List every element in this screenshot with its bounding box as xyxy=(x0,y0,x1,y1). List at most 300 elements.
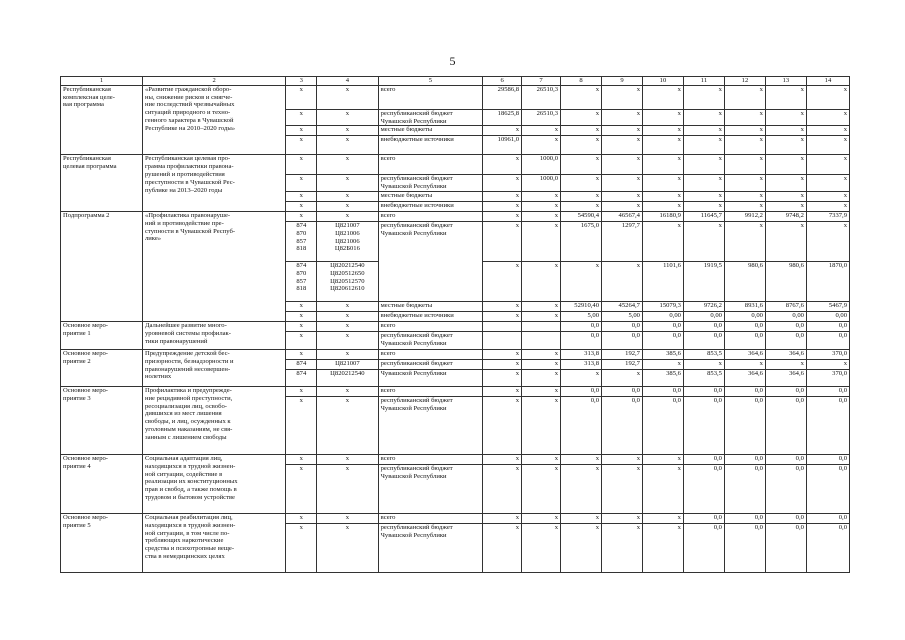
table-cell: x xyxy=(286,331,317,349)
value-cell: 853,5 xyxy=(683,349,724,359)
value-cell: 0,0 xyxy=(765,523,806,572)
table-cell: x xyxy=(317,191,378,201)
value-cell: 11645,7 xyxy=(683,211,724,221)
table-cell: x xyxy=(286,155,317,175)
value-cell: x xyxy=(483,301,522,311)
value-cell: x xyxy=(483,221,522,261)
value-cell: x xyxy=(602,136,643,155)
table-cell: x xyxy=(317,85,378,109)
value-cell: 8931,6 xyxy=(724,301,765,311)
value-cell: x xyxy=(561,109,602,126)
value-cell: x xyxy=(806,136,849,155)
table-cell: x xyxy=(286,386,317,396)
value-cell: 192,7 xyxy=(602,359,643,369)
table-cell: x xyxy=(286,513,317,523)
value-cell: x xyxy=(522,221,561,261)
value-cell: 0,0 xyxy=(806,396,849,454)
value-cell: 0,0 xyxy=(806,331,849,349)
value-cell xyxy=(522,331,561,349)
header-row xyxy=(61,77,850,86)
value-cell: x xyxy=(806,155,849,175)
value-cell: x xyxy=(642,464,683,513)
value-cell: 0,0 xyxy=(602,321,643,331)
value-cell: 1000,0 xyxy=(522,155,561,175)
table-cell: x xyxy=(286,321,317,331)
value-cell: 0,0 xyxy=(561,321,602,331)
value-cell: x xyxy=(522,523,561,572)
table-cell: x xyxy=(286,301,317,311)
value-cell: x xyxy=(806,175,849,192)
header-cell: 1 xyxy=(61,77,143,86)
table-cell: 874 xyxy=(286,369,317,386)
value-cell: 5467,9 xyxy=(806,301,849,311)
value-cell: 0,0 xyxy=(561,331,602,349)
table-cell: x xyxy=(317,155,378,175)
program-description: «Развитие гражданской оборо- ны, снижение рисков и смягче- ние последствий чрезвычайных ситуаций природного и техно- генного характера в Чувашской Республике на 2010–2020 годы» xyxy=(142,85,285,155)
value-cell: 0,0 xyxy=(765,321,806,331)
value-cell: x xyxy=(522,126,561,136)
value-cell: x xyxy=(602,109,643,126)
table-cell: x xyxy=(286,523,317,572)
value-cell: x xyxy=(522,386,561,396)
table-cell: Ц820212540 Ц820512650 Ц820512570 Ц820612610 xyxy=(317,261,378,301)
value-cell: x xyxy=(642,191,683,201)
value-cell: 0,0 xyxy=(724,331,765,349)
value-cell: 5,00 xyxy=(602,311,643,321)
value-cell: 385,6 xyxy=(642,369,683,386)
group-label: Республиканская комплексная целе- вая программа xyxy=(61,85,143,155)
value-cell: x xyxy=(806,109,849,126)
table-row xyxy=(61,454,850,464)
value-cell: 1101,6 xyxy=(642,261,683,301)
value-cell: 0,00 xyxy=(765,311,806,321)
value-cell: x xyxy=(683,155,724,175)
table-cell: x xyxy=(317,311,378,321)
table-cell: x xyxy=(317,349,378,359)
table-cell: x xyxy=(286,85,317,109)
value-cell: x xyxy=(483,359,522,369)
value-cell: 45264,7 xyxy=(602,301,643,311)
value-cell: x xyxy=(561,85,602,109)
value-cell: x xyxy=(561,454,602,464)
value-cell: 0,0 xyxy=(806,386,849,396)
table-cell: x xyxy=(317,513,378,523)
table-row xyxy=(61,85,850,109)
value-cell: 313,8 xyxy=(561,349,602,359)
value-cell: 26510,3 xyxy=(522,109,561,126)
value-cell: x xyxy=(522,454,561,464)
table-cell: x xyxy=(317,331,378,349)
value-cell: x xyxy=(806,221,849,261)
funding-source: республиканский бюджет Чувашской Республики xyxy=(378,331,483,349)
value-cell: 0,0 xyxy=(806,454,849,464)
funding-source: Чувашской Республики xyxy=(378,369,483,386)
value-cell: 0,0 xyxy=(561,396,602,454)
program-description: Профилактика и предупрежде- ние рецидивной преступности, ресоциализация лиц, освобо- дившихся из мест лишения свободы, и лиц, осужденных к уголовным наказаниям, не свя- занным с лишением свободы xyxy=(142,386,285,454)
value-cell: x xyxy=(602,85,643,109)
value-cell: 364,6 xyxy=(765,349,806,359)
group-label: Основное меро- приятие 1 xyxy=(61,321,143,349)
funding-source: внебюджетные источники xyxy=(378,201,483,211)
value-cell: 0,0 xyxy=(724,386,765,396)
table-cell: x xyxy=(317,386,378,396)
value-cell: 0,0 xyxy=(806,523,849,572)
value-cell: x xyxy=(522,349,561,359)
value-cell: 8767,6 xyxy=(765,301,806,311)
value-cell: x xyxy=(642,85,683,109)
value-cell: x xyxy=(724,155,765,175)
value-cell: x xyxy=(602,175,643,192)
value-cell: 46567,4 xyxy=(602,211,643,221)
value-cell: x xyxy=(642,221,683,261)
table-cell: x xyxy=(286,175,317,192)
header-cell: 13 xyxy=(765,77,806,86)
value-cell: x xyxy=(522,261,561,301)
value-cell: x xyxy=(483,513,522,523)
value-cell: x xyxy=(683,85,724,109)
value-cell: 52910,40 xyxy=(561,301,602,311)
value-cell: 192,7 xyxy=(602,349,643,359)
value-cell: x xyxy=(683,136,724,155)
value-cell: 1675,0 xyxy=(561,221,602,261)
funding-source: всего xyxy=(378,85,483,109)
funding-source: всего xyxy=(378,513,483,523)
value-cell: x xyxy=(483,311,522,321)
value-cell: 10961,0 xyxy=(483,136,522,155)
value-cell: x xyxy=(483,191,522,201)
header-cell: 5 xyxy=(378,77,483,86)
value-cell: x xyxy=(765,221,806,261)
value-cell: x xyxy=(602,155,643,175)
value-cell: 0,0 xyxy=(724,464,765,513)
value-cell: x xyxy=(522,396,561,454)
value-cell: x xyxy=(561,261,602,301)
table-row xyxy=(61,321,850,331)
value-cell: 370,0 xyxy=(806,369,849,386)
value-cell: 0,0 xyxy=(765,513,806,523)
funding-source: внебюджетные источники xyxy=(378,136,483,155)
value-cell: x xyxy=(724,126,765,136)
table-cell: x xyxy=(317,321,378,331)
value-cell: 9726,2 xyxy=(683,301,724,311)
value-cell: 0,0 xyxy=(806,513,849,523)
value-cell xyxy=(483,331,522,349)
header-cell: 14 xyxy=(806,77,849,86)
value-cell: x xyxy=(765,126,806,136)
value-cell: 0,0 xyxy=(602,386,643,396)
value-cell: x xyxy=(483,523,522,572)
value-cell: 9748,2 xyxy=(765,211,806,221)
value-cell xyxy=(522,321,561,331)
funding-source: республиканский бюджет Чувашской Республики xyxy=(378,175,483,192)
value-cell: 1000,0 xyxy=(522,175,561,192)
value-cell: 0,0 xyxy=(642,321,683,331)
value-cell: x xyxy=(522,211,561,221)
value-cell: x xyxy=(483,175,522,192)
value-cell: x xyxy=(724,175,765,192)
table-row xyxy=(61,386,850,396)
funding-source: всего xyxy=(378,321,483,331)
table-cell: x xyxy=(286,454,317,464)
value-cell: x xyxy=(724,109,765,126)
value-cell: x xyxy=(724,201,765,211)
table-cell: x xyxy=(317,136,378,155)
value-cell: 0,0 xyxy=(765,396,806,454)
value-cell: x xyxy=(765,85,806,109)
value-cell: 364,6 xyxy=(724,369,765,386)
table-cell: x xyxy=(317,301,378,311)
value-cell: x xyxy=(602,191,643,201)
value-cell: x xyxy=(765,359,806,369)
value-cell: x xyxy=(602,126,643,136)
group-label: Основное меро- приятие 2 xyxy=(61,349,143,386)
value-cell: 980,6 xyxy=(724,261,765,301)
value-cell: x xyxy=(642,175,683,192)
value-cell: 0,00 xyxy=(683,311,724,321)
budget-table xyxy=(60,76,850,573)
value-cell: 1297,7 xyxy=(602,221,643,261)
value-cell: x xyxy=(724,359,765,369)
value-cell: x xyxy=(642,136,683,155)
table-cell: x xyxy=(317,126,378,136)
table-cell: x xyxy=(317,201,378,211)
value-cell: x xyxy=(806,359,849,369)
value-cell: x xyxy=(483,369,522,386)
value-cell: 0,00 xyxy=(724,311,765,321)
table-cell: 874 870 857 818 xyxy=(286,261,317,301)
value-cell: x xyxy=(642,155,683,175)
table-cell: x xyxy=(286,191,317,201)
value-cell: x xyxy=(683,221,724,261)
value-cell: 16180,9 xyxy=(642,211,683,221)
value-cell: x xyxy=(561,369,602,386)
value-cell: 0,00 xyxy=(642,311,683,321)
value-cell: x xyxy=(483,126,522,136)
value-cell: 0,0 xyxy=(602,331,643,349)
value-cell: x xyxy=(522,464,561,513)
table-cell: x xyxy=(286,126,317,136)
value-cell: x xyxy=(642,513,683,523)
value-cell: 0,0 xyxy=(561,386,602,396)
value-cell: 0,0 xyxy=(724,396,765,454)
value-cell: 385,6 xyxy=(642,349,683,359)
value-cell: x xyxy=(602,369,643,386)
value-cell: 0,0 xyxy=(683,464,724,513)
value-cell: x xyxy=(483,396,522,454)
value-cell: 9912,2 xyxy=(724,211,765,221)
value-cell: 0,0 xyxy=(765,331,806,349)
value-cell: x xyxy=(602,523,643,572)
value-cell: x xyxy=(522,369,561,386)
value-cell: x xyxy=(765,191,806,201)
funding-source: республиканский бюджет Чувашской Республики xyxy=(378,109,483,126)
value-cell: x xyxy=(806,126,849,136)
value-cell: x xyxy=(522,201,561,211)
funding-source: всего xyxy=(378,155,483,175)
value-cell: 5,00 xyxy=(561,311,602,321)
table-cell: x xyxy=(317,211,378,221)
value-cell: x xyxy=(483,261,522,301)
table-cell: x xyxy=(286,464,317,513)
value-cell: x xyxy=(642,359,683,369)
table-cell: x xyxy=(317,454,378,464)
program-description: Социальная адаптация лиц, находящихся в трудной жизнен- ной ситуации, содействие в реализации их конституционных прав и свобод, а также помощь в трудовом и бытовом устройстве xyxy=(142,454,285,513)
table-row xyxy=(61,211,850,221)
value-cell: x xyxy=(683,109,724,126)
funding-source: местные бюджеты xyxy=(378,126,483,136)
value-cell: 0,0 xyxy=(642,331,683,349)
value-cell: x xyxy=(765,155,806,175)
table-cell: x xyxy=(286,201,317,211)
value-cell: 1919,5 xyxy=(683,261,724,301)
page-number: 5 xyxy=(449,54,456,68)
funding-source: республиканский бюджет Чувашской Республики xyxy=(378,396,483,454)
table-cell: x xyxy=(317,109,378,126)
funding-source: республиканский бюджет xyxy=(378,359,483,369)
value-cell: x xyxy=(483,201,522,211)
value-cell: 54590,4 xyxy=(561,211,602,221)
header-cell: 10 xyxy=(642,77,683,86)
value-cell: x xyxy=(602,454,643,464)
value-cell: 0,0 xyxy=(765,386,806,396)
table-cell: x xyxy=(286,396,317,454)
funding-source: республиканский бюджет Чувашской Республики xyxy=(378,523,483,572)
group-label: Подпрограмма 2 xyxy=(61,211,143,321)
value-cell: x xyxy=(483,211,522,221)
value-cell: x xyxy=(483,464,522,513)
value-cell: x xyxy=(642,454,683,464)
value-cell: x xyxy=(724,221,765,261)
value-cell: x xyxy=(561,523,602,572)
value-cell: 313,8 xyxy=(561,359,602,369)
value-cell: x xyxy=(602,513,643,523)
value-cell: x xyxy=(522,136,561,155)
value-cell: x xyxy=(561,155,602,175)
group-label: Основное меро- приятие 3 xyxy=(61,386,143,454)
value-cell: x xyxy=(806,85,849,109)
value-cell: 0,0 xyxy=(724,523,765,572)
value-cell: x xyxy=(765,175,806,192)
value-cell: x xyxy=(765,109,806,126)
value-cell: x xyxy=(724,85,765,109)
funding-source: местные бюджеты xyxy=(378,301,483,311)
funding-source: всего xyxy=(378,454,483,464)
funding-source: республиканский бюджет Чувашской Республики xyxy=(378,464,483,513)
value-cell: 0,0 xyxy=(724,513,765,523)
value-cell: 0,0 xyxy=(724,321,765,331)
value-cell: x xyxy=(642,201,683,211)
value-cell: 364,6 xyxy=(765,369,806,386)
value-cell: x xyxy=(602,261,643,301)
header-cell: 6 xyxy=(483,77,522,86)
group-label: Основное меро- приятие 5 xyxy=(61,513,143,572)
table-cell: x xyxy=(286,311,317,321)
value-cell: 0,0 xyxy=(683,513,724,523)
table-cell: 874 xyxy=(286,359,317,369)
value-cell: x xyxy=(561,191,602,201)
value-cell: 0,0 xyxy=(724,454,765,464)
value-cell: 0,0 xyxy=(683,396,724,454)
value-cell: 1870,0 xyxy=(806,261,849,301)
value-cell xyxy=(483,321,522,331)
value-cell: x xyxy=(522,191,561,201)
value-cell: x xyxy=(483,386,522,396)
value-cell: x xyxy=(561,136,602,155)
header-cell: 8 xyxy=(561,77,602,86)
value-cell: 0,0 xyxy=(642,396,683,454)
value-cell: x xyxy=(806,201,849,211)
value-cell: x xyxy=(683,201,724,211)
value-cell: x xyxy=(642,109,683,126)
value-cell: 0,0 xyxy=(683,386,724,396)
value-cell: x xyxy=(602,201,643,211)
value-cell: x xyxy=(483,349,522,359)
header-cell: 2 xyxy=(142,77,285,86)
value-cell: x xyxy=(683,191,724,201)
funding-source: внебюджетные источники xyxy=(378,311,483,321)
value-cell: x xyxy=(522,301,561,311)
funding-source: всего xyxy=(378,211,483,221)
value-cell: x xyxy=(522,359,561,369)
table-cell: x xyxy=(286,109,317,126)
value-cell: x xyxy=(561,201,602,211)
program-description: Республиканская целевая про- грамма профилактики правона- рушений и противодействия преступности в Чувашской Рес- публике на 2013–2020 годы xyxy=(142,155,285,212)
value-cell: 370,0 xyxy=(806,349,849,359)
value-cell: 0,0 xyxy=(683,523,724,572)
table-row xyxy=(61,349,850,359)
header-cell: 12 xyxy=(724,77,765,86)
value-cell: 0,0 xyxy=(602,396,643,454)
header-cell: 11 xyxy=(683,77,724,86)
program-description: Социальная реабилитация лиц, находящихся в трудной жизнен- ной ситуации, в том числе по- требляющих наркотические средства и психотропные веще- ства в немедицинских целях xyxy=(142,513,285,572)
value-cell: x xyxy=(602,464,643,513)
table-cell: x xyxy=(286,136,317,155)
value-cell: x xyxy=(561,126,602,136)
header-cell: 7 xyxy=(522,77,561,86)
value-cell: 18625,8 xyxy=(483,109,522,126)
value-cell: 26510,3 xyxy=(522,85,561,109)
table-row xyxy=(61,155,850,175)
value-cell: x xyxy=(522,311,561,321)
value-cell: 0,0 xyxy=(683,454,724,464)
value-cell: 0,00 xyxy=(806,311,849,321)
value-cell: x xyxy=(561,175,602,192)
value-cell: x xyxy=(642,126,683,136)
group-label: Республиканская целевая программа xyxy=(61,155,143,212)
table-cell: x xyxy=(317,464,378,513)
value-cell: 980,6 xyxy=(765,261,806,301)
table-cell: 874 870 857 818 xyxy=(286,221,317,261)
funding-source: всего xyxy=(378,386,483,396)
value-cell: 853,5 xyxy=(683,369,724,386)
value-cell: x xyxy=(683,359,724,369)
table-cell: Ц820212540 xyxy=(317,369,378,386)
table-cell: x xyxy=(317,175,378,192)
header-cell: 3 xyxy=(286,77,317,86)
value-cell: x xyxy=(806,191,849,201)
table-row xyxy=(61,513,850,523)
value-cell: x xyxy=(642,523,683,572)
value-cell: x xyxy=(683,126,724,136)
funding-source: местные бюджеты xyxy=(378,191,483,201)
group-label: Основное меро- приятие 4 xyxy=(61,454,143,513)
table-cell: x xyxy=(286,349,317,359)
value-cell: 0,0 xyxy=(683,321,724,331)
value-cell: x xyxy=(561,464,602,513)
value-cell: x xyxy=(683,175,724,192)
value-cell: x xyxy=(483,155,522,175)
value-cell: x xyxy=(561,513,602,523)
